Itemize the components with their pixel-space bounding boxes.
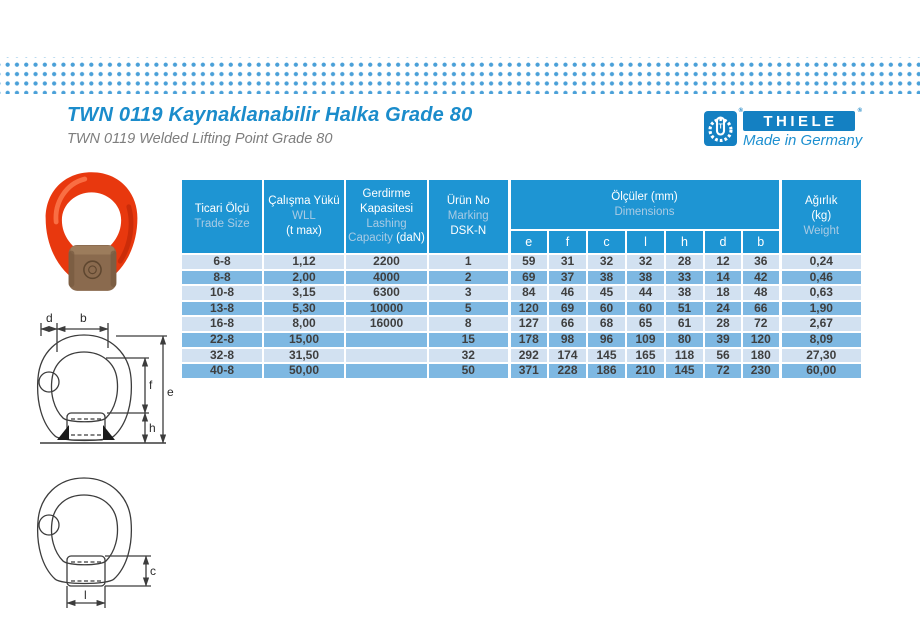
brand-tagline: Made in Germany [743, 132, 863, 149]
cell-b: 230 [742, 363, 780, 379]
cell-e: 371 [509, 363, 548, 379]
registered-mark: ® [857, 108, 862, 114]
col-header-e: e [509, 230, 548, 254]
cell-l: 210 [626, 363, 665, 379]
cell-wll: 2,00 [263, 270, 345, 286]
header-code: DSK-N [450, 224, 487, 237]
chain-emblem-icon [704, 111, 737, 146]
cell-e: 84 [509, 285, 548, 301]
cell-c: 60 [587, 301, 626, 317]
cell-f: 174 [548, 348, 587, 364]
cell-size: 10-8 [181, 285, 263, 301]
header-label: Ürün No [446, 195, 490, 208]
header-sublabel: Trade Size [194, 217, 250, 230]
dim-label-e: e [167, 385, 174, 399]
cell-weight: 0,46 [780, 270, 862, 286]
cell-wll: 15,00 [263, 332, 345, 348]
table-row [181, 254, 862, 270]
header-sublabel: Capacity [348, 232, 393, 245]
cell-no: 32 [428, 348, 509, 364]
cell-weight: 1,90 [780, 301, 862, 317]
dim-label-b: b [80, 311, 87, 325]
cell-b: 72 [742, 316, 780, 332]
col-header-lashing [345, 179, 428, 254]
cell-b: 48 [742, 285, 780, 301]
table-row [181, 316, 862, 332]
cell-lashing: 10000 [345, 301, 428, 317]
col-header-c: c [587, 230, 626, 254]
col-header-wll [263, 179, 345, 254]
table-row [181, 301, 862, 317]
thiele-logo [704, 108, 863, 149]
dim-label-h: h [149, 421, 156, 435]
cell-d: 72 [704, 363, 742, 379]
header-sublabel: WLL [292, 210, 316, 223]
cell-size: 13-8 [181, 301, 263, 317]
cell-e: 292 [509, 348, 548, 364]
cell-b: 42 [742, 270, 780, 286]
cell-c: 32 [587, 254, 626, 270]
logo-wordmark [743, 108, 863, 149]
cell-c: 38 [587, 270, 626, 286]
header-sublabel: Lashing [366, 217, 407, 230]
cell-d: 28 [704, 316, 742, 332]
cell-f: 228 [548, 363, 587, 379]
cell-lashing [345, 332, 428, 348]
spec-table-container [180, 178, 863, 380]
col-header-l: l [626, 230, 665, 254]
cell-l: 38 [626, 270, 665, 286]
header-label: Ölçüler (mm) [611, 190, 678, 203]
spec-table [180, 178, 863, 380]
col-header-dimensions [509, 179, 780, 230]
cell-h: 51 [665, 301, 704, 317]
header-sublabel: Dimensions [614, 205, 675, 218]
cell-b: 180 [742, 348, 780, 364]
cell-h: 28 [665, 254, 704, 270]
cell-h: 118 [665, 348, 704, 364]
dim-label-f: f [149, 378, 153, 392]
header-label: Ticari Ölçü [194, 202, 250, 215]
table-row [181, 332, 862, 348]
cell-f: 66 [548, 316, 587, 332]
cell-f: 69 [548, 301, 587, 317]
header-unit: (kg) [811, 210, 832, 223]
cell-lashing: 6300 [345, 285, 428, 301]
cell-no: 15 [428, 332, 509, 348]
cell-weight: 60,00 [780, 363, 862, 379]
cell-wll: 1,12 [263, 254, 345, 270]
cell-l: 32 [626, 254, 665, 270]
dotted-band-decoration [0, 57, 920, 94]
emblem-letter: T [718, 123, 723, 131]
col-header-d: d [704, 230, 742, 254]
brand-name: THIELE [763, 112, 838, 130]
cell-lashing [345, 363, 428, 379]
col-header-trade-size [181, 179, 263, 254]
spec-table-body [181, 254, 862, 379]
cell-d: 24 [704, 301, 742, 317]
cell-weight: 2,67 [780, 316, 862, 332]
header-sublabel: Weight [803, 224, 840, 237]
cell-f: 37 [548, 270, 587, 286]
cell-weight: 0,63 [780, 285, 862, 301]
cell-weight: 27,30 [780, 348, 862, 364]
cell-lashing: 4000 [345, 270, 428, 286]
cell-c: 186 [587, 363, 626, 379]
header-label: Ağırlık [804, 195, 838, 208]
cell-wll: 31,50 [263, 348, 345, 364]
cell-l: 165 [626, 348, 665, 364]
header-unit: (daN) [396, 232, 425, 245]
col-header-b: b [742, 230, 780, 254]
cell-e: 120 [509, 301, 548, 317]
table-row [181, 348, 862, 364]
product-photo-lifting-point [38, 168, 146, 298]
title-block [67, 104, 472, 147]
cell-l: 65 [626, 316, 665, 332]
cell-size: 6-8 [181, 254, 263, 270]
col-header-f: f [548, 230, 587, 254]
cell-h: 33 [665, 270, 704, 286]
dimension-drawing-front [28, 306, 176, 464]
header-unit: (t max) [286, 224, 322, 237]
cell-h: 61 [665, 316, 704, 332]
table-row [181, 363, 862, 379]
cell-b: 66 [742, 301, 780, 317]
cell-no: 3 [428, 285, 509, 301]
table-row [181, 285, 862, 301]
cell-size: 32-8 [181, 348, 263, 364]
col-header-weight [780, 179, 862, 254]
col-header-product-no [428, 179, 509, 254]
page-title: TWN 0119 Kaynaklanabilir Halka Grade 80 [67, 104, 473, 126]
cell-lashing [345, 348, 428, 364]
header-row-main [181, 179, 862, 230]
cell-wll: 5,30 [263, 301, 345, 317]
registered-mark: ® [738, 108, 743, 114]
cell-weight: 8,09 [780, 332, 862, 348]
cell-e: 59 [509, 254, 548, 270]
cell-d: 14 [704, 270, 742, 286]
dim-label-d: d [46, 311, 53, 325]
cell-wll: 3,15 [263, 285, 345, 301]
cell-e: 127 [509, 316, 548, 332]
brand-bar [743, 108, 862, 131]
cell-no: 5 [428, 301, 509, 317]
cell-c: 45 [587, 285, 626, 301]
cell-lashing: 16000 [345, 316, 428, 332]
cell-lashing: 2200 [345, 254, 428, 270]
cell-no: 2 [428, 270, 509, 286]
cell-b: 36 [742, 254, 780, 270]
thiele-emblem-icon [704, 108, 743, 146]
cell-h: 145 [665, 363, 704, 379]
table-row [181, 270, 862, 286]
dim-label-l: l [84, 588, 87, 602]
cell-b: 120 [742, 332, 780, 348]
cell-d: 18 [704, 285, 742, 301]
cell-f: 98 [548, 332, 587, 348]
cell-size: 22-8 [181, 332, 263, 348]
cell-l: 109 [626, 332, 665, 348]
dimension-drawing-base [28, 470, 176, 616]
cell-c: 145 [587, 348, 626, 364]
col-header-h: h [665, 230, 704, 254]
page-subtitle: TWN 0119 Welded Lifting Point Grade 80 [67, 131, 333, 147]
cell-size: 16-8 [181, 316, 263, 332]
cell-e: 178 [509, 332, 548, 348]
cell-no: 8 [428, 316, 509, 332]
cell-size: 8-8 [181, 270, 263, 286]
cell-d: 39 [704, 332, 742, 348]
cell-l: 60 [626, 301, 665, 317]
cell-c: 96 [587, 332, 626, 348]
cell-d: 12 [704, 254, 742, 270]
cell-no: 50 [428, 363, 509, 379]
cell-wll: 8,00 [263, 316, 345, 332]
header-sublabel: Marking [447, 210, 489, 223]
cell-h: 38 [665, 285, 704, 301]
cell-e: 69 [509, 270, 548, 286]
cell-weight: 0,24 [780, 254, 862, 270]
cell-c: 68 [587, 316, 626, 332]
header-label: Çalışma Yükü [268, 195, 340, 208]
cell-l: 44 [626, 285, 665, 301]
cell-h: 80 [665, 332, 704, 348]
dim-label-c: c [150, 564, 156, 578]
cell-wll: 50,00 [263, 363, 345, 379]
cell-f: 31 [548, 254, 587, 270]
cell-d: 56 [704, 348, 742, 364]
cell-no: 1 [428, 254, 509, 270]
cell-f: 46 [548, 285, 587, 301]
cell-size: 40-8 [181, 363, 263, 379]
header-label: Gerdirme Kapasitesi [359, 187, 414, 215]
